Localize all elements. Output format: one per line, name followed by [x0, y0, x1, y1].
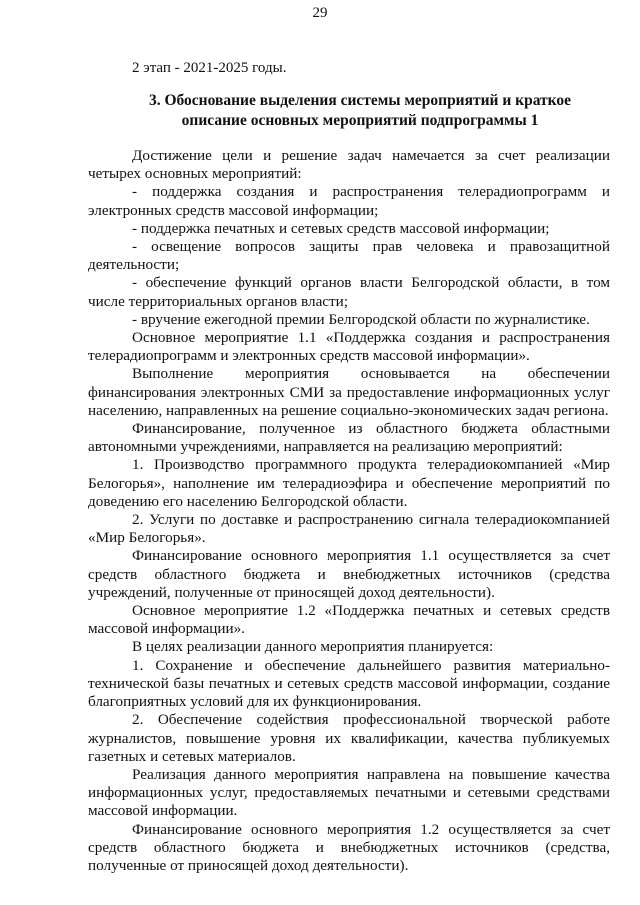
stage-line: 2 этап - 2021-2025 годы.: [132, 60, 287, 76]
paragraph: Основное мероприятие 1.1 «Поддержка создания и распространения телерадиопрограмм и электронных средств массовой информации».: [88, 329, 610, 365]
section-body: [88, 147, 610, 875]
paragraph: Выполнение мероприятия основывается на обеспечении финансирования электронных СМИ за предоставление информационных услуг населению, направленных на решение социально-экономических задач региона.: [88, 365, 610, 419]
paragraph-list-item: - поддержка создания и распространения телерадиопрограмм и электронных средств массовой информации;: [88, 183, 610, 219]
paragraph: В целях реализации данного мероприятия планируется:: [132, 638, 494, 656]
paragraph-list-item: - вручение ежегодной премии Белгородской области по журналистике.: [132, 310, 590, 328]
paragraph-numbered-item: 1. Производство программного продукта телерадиокомпанией «Мир Белогорья», наполнение им телерадиоэфира и обеспечение мероприятий по доведению его населению Белгородской области.: [88, 456, 610, 510]
paragraph: Финансирование, полученное из областного бюджета областными автономными учреждениями, направляется на реализацию мероприятий:: [88, 420, 610, 456]
paragraph-numbered-item: 2. Услуги по доставке и распространению сигнала телерадиокомпанией «Мир Белогорья».: [88, 511, 610, 547]
paragraph-list-item: - поддержка печатных и сетевых средств массовой информации;: [132, 219, 550, 237]
section-heading-line: 3. Обоснование выделения системы мероприятий и краткое: [148, 92, 572, 109]
paragraph-list-item: - освещение вопросов защиты прав человека и правозащитной деятельности;: [88, 238, 610, 274]
paragraph-numbered-item: 1. Сохранение и обеспечение дальнейшего развития материально-технической базы печатных и сетевых средств массовой информации, создание благоприятных условий для их функционирования.: [88, 656, 610, 711]
paragraph: Финансирование основного мероприятия 1.2 осуществляется за счет средств областного бюджета и внебюджетных источников (средства, полученные от приносящей доход деятельности).: [88, 820, 610, 874]
paragraph-numbered-item: 2. Обеспечение содействия профессиональной творческой работе журналистов, повышение уровня их квалификации, качества публикуемых газетных и сетевых материалов.: [88, 711, 610, 765]
section-heading: [110, 91, 610, 131]
paragraph-list-item: - обеспечение функций органов власти Белгородской области, в том числе территориальных органов власти;: [88, 274, 610, 310]
page-number: 29: [312, 5, 328, 21]
paragraph: Основное мероприятие 1.2 «Поддержка печатных и сетевых средств массовой информации».: [88, 602, 610, 638]
section-heading-line: описание основных мероприятий подпрограммы 1: [181, 112, 539, 129]
paragraph: Достижение цели и решение задач намечается за счет реализации четырех основных мероприятий:: [88, 147, 610, 183]
paragraph: Реализация данного мероприятия направлена на повышение качества информационных услуг, предоставляемых печатными и сетевыми средствами массовой информации.: [88, 765, 610, 820]
paragraph: Финансирование основного мероприятия 1.1 осуществляется за счет средств областного бюджета и внебюджетных источников (средства учреждений, полученные от приносящей доход деятельности).: [88, 547, 610, 601]
